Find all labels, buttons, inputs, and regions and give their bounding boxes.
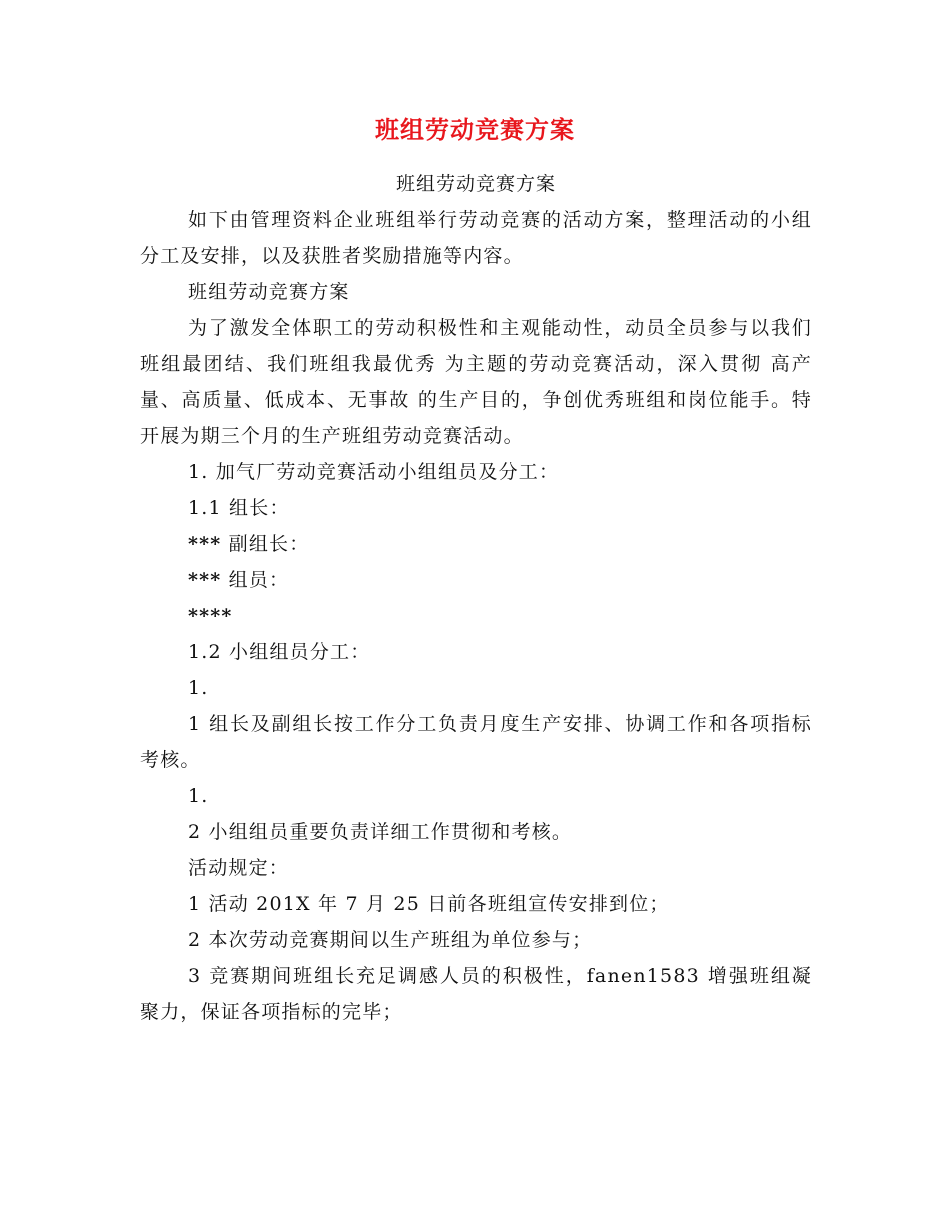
- member-stars: ****: [188, 605, 233, 627]
- item-1-1-heading: 1.1 组长：: [188, 497, 290, 519]
- duty-1-paragraph: 1 组长及副组长按工作分工负责月度生产安排、协调工作和各项指标考核。: [140, 713, 812, 771]
- member-line: [140, 562, 812, 598]
- document-title: 班组劳动竞赛方案: [375, 115, 575, 144]
- rule-2: 2 本次劳动竞赛期间以生产班组为单位参与；: [188, 929, 593, 951]
- member-label: 组员：: [221, 569, 290, 591]
- number-a: 1.: [188, 677, 209, 699]
- rule-3: 3 竞赛期间班组长充足调感人员的积极性，fanen1583 增强班组凝聚力，保证各项指标的完毕；: [140, 965, 812, 1023]
- deputy-stars: ***: [188, 569, 222, 591]
- member-stars-line: [140, 598, 812, 634]
- item-1-2-heading: 1.2 小组组员分工：: [188, 641, 371, 663]
- rule-1: 1 活动 201X 年 7 月 25 日前各班组宣传安排到位；: [188, 893, 670, 915]
- deputy-line: [140, 526, 812, 562]
- item-1-heading: 1. 加气厂劳动竞赛活动小组组员及分工：: [188, 461, 560, 483]
- section-heading: 班组劳动竞赛方案: [188, 281, 350, 303]
- leader-stars: ***: [188, 533, 222, 555]
- rules-heading: 活动规定：: [188, 857, 290, 879]
- document-body: [140, 166, 812, 1030]
- document-subtitle: 班组劳动竞赛方案: [395, 173, 556, 195]
- number-b: 1.: [188, 785, 209, 807]
- duty-2-line: 2 小组组员重要负责详细工作贯彻和考核。: [188, 821, 573, 843]
- purpose-paragraph: 为了激发全体职工的劳动积极性和主观能动性，动员全员参与以我们班组最团结、我们班组我最优秀 为主题的劳动竞赛活动，深入贯彻 高产量、高质量、低成本、无事故 的生产目的，争创优秀班组和岗位能手。特开展为期三个月的生产班组劳动竞赛活动。: [140, 317, 812, 447]
- intro-paragraph: 如下由管理资料企业班组举行劳动竞赛的活动方案，整理活动的小组分工及安排，以及获胜者奖励措施等内容。: [140, 209, 812, 267]
- deputy-label: 副组长：: [221, 533, 310, 555]
